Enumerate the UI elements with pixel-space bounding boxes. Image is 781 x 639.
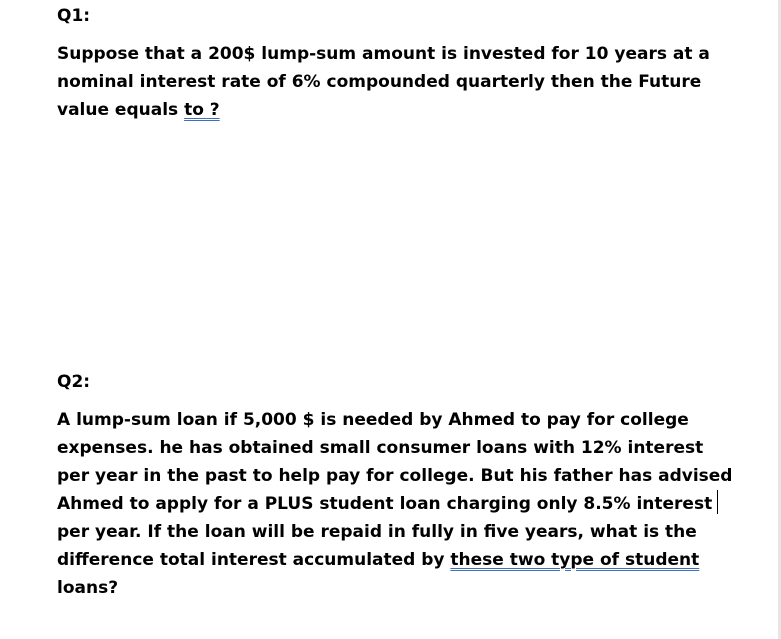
question-2-line-4-text: Ahmed to apply for a PLUS student loan charging only 8.5% interest — [57, 494, 713, 514]
text-cursor — [717, 490, 718, 514]
question-1-text — [57, 40, 710, 124]
question-2-line-2: expenses. he has obtained small consumer loans with 12% interest — [57, 438, 704, 458]
question-1-line-2: nominal interest rate of 6% compounded quarterly then the Future — [57, 72, 702, 92]
question-2-line-3: per year in the past to help pay for college. But his father has advised — [57, 466, 733, 486]
question-2-heading: Q2: — [57, 372, 91, 392]
question-1-line-3 — [57, 96, 697, 124]
question-2-line-6-text: difference total interest accumulated by — [57, 550, 451, 570]
question-1-heading: Q1: — [57, 6, 91, 26]
question-2-text — [57, 406, 733, 602]
grammar-flag-to[interactable]: to ? — [184, 100, 220, 120]
question-2-line-5: per year. If the loan will be repaid in fully in five years, what is the — [57, 522, 697, 542]
question-2-line-1: A lump-sum loan if 5,000 $ is needed by Ahmed to pay for college — [57, 410, 689, 430]
question-2-line-7: loans? — [57, 578, 119, 598]
question-1-line-3-text: value equals — [57, 100, 185, 120]
grammar-flag-student-loans[interactable]: these two type of student — [450, 550, 700, 570]
question-2-line-4 — [57, 490, 713, 518]
question-1-line-1: Suppose that a 200$ lump-sum amount is invested for 10 years at a — [57, 44, 710, 64]
question-2-line-6 — [57, 546, 700, 574]
